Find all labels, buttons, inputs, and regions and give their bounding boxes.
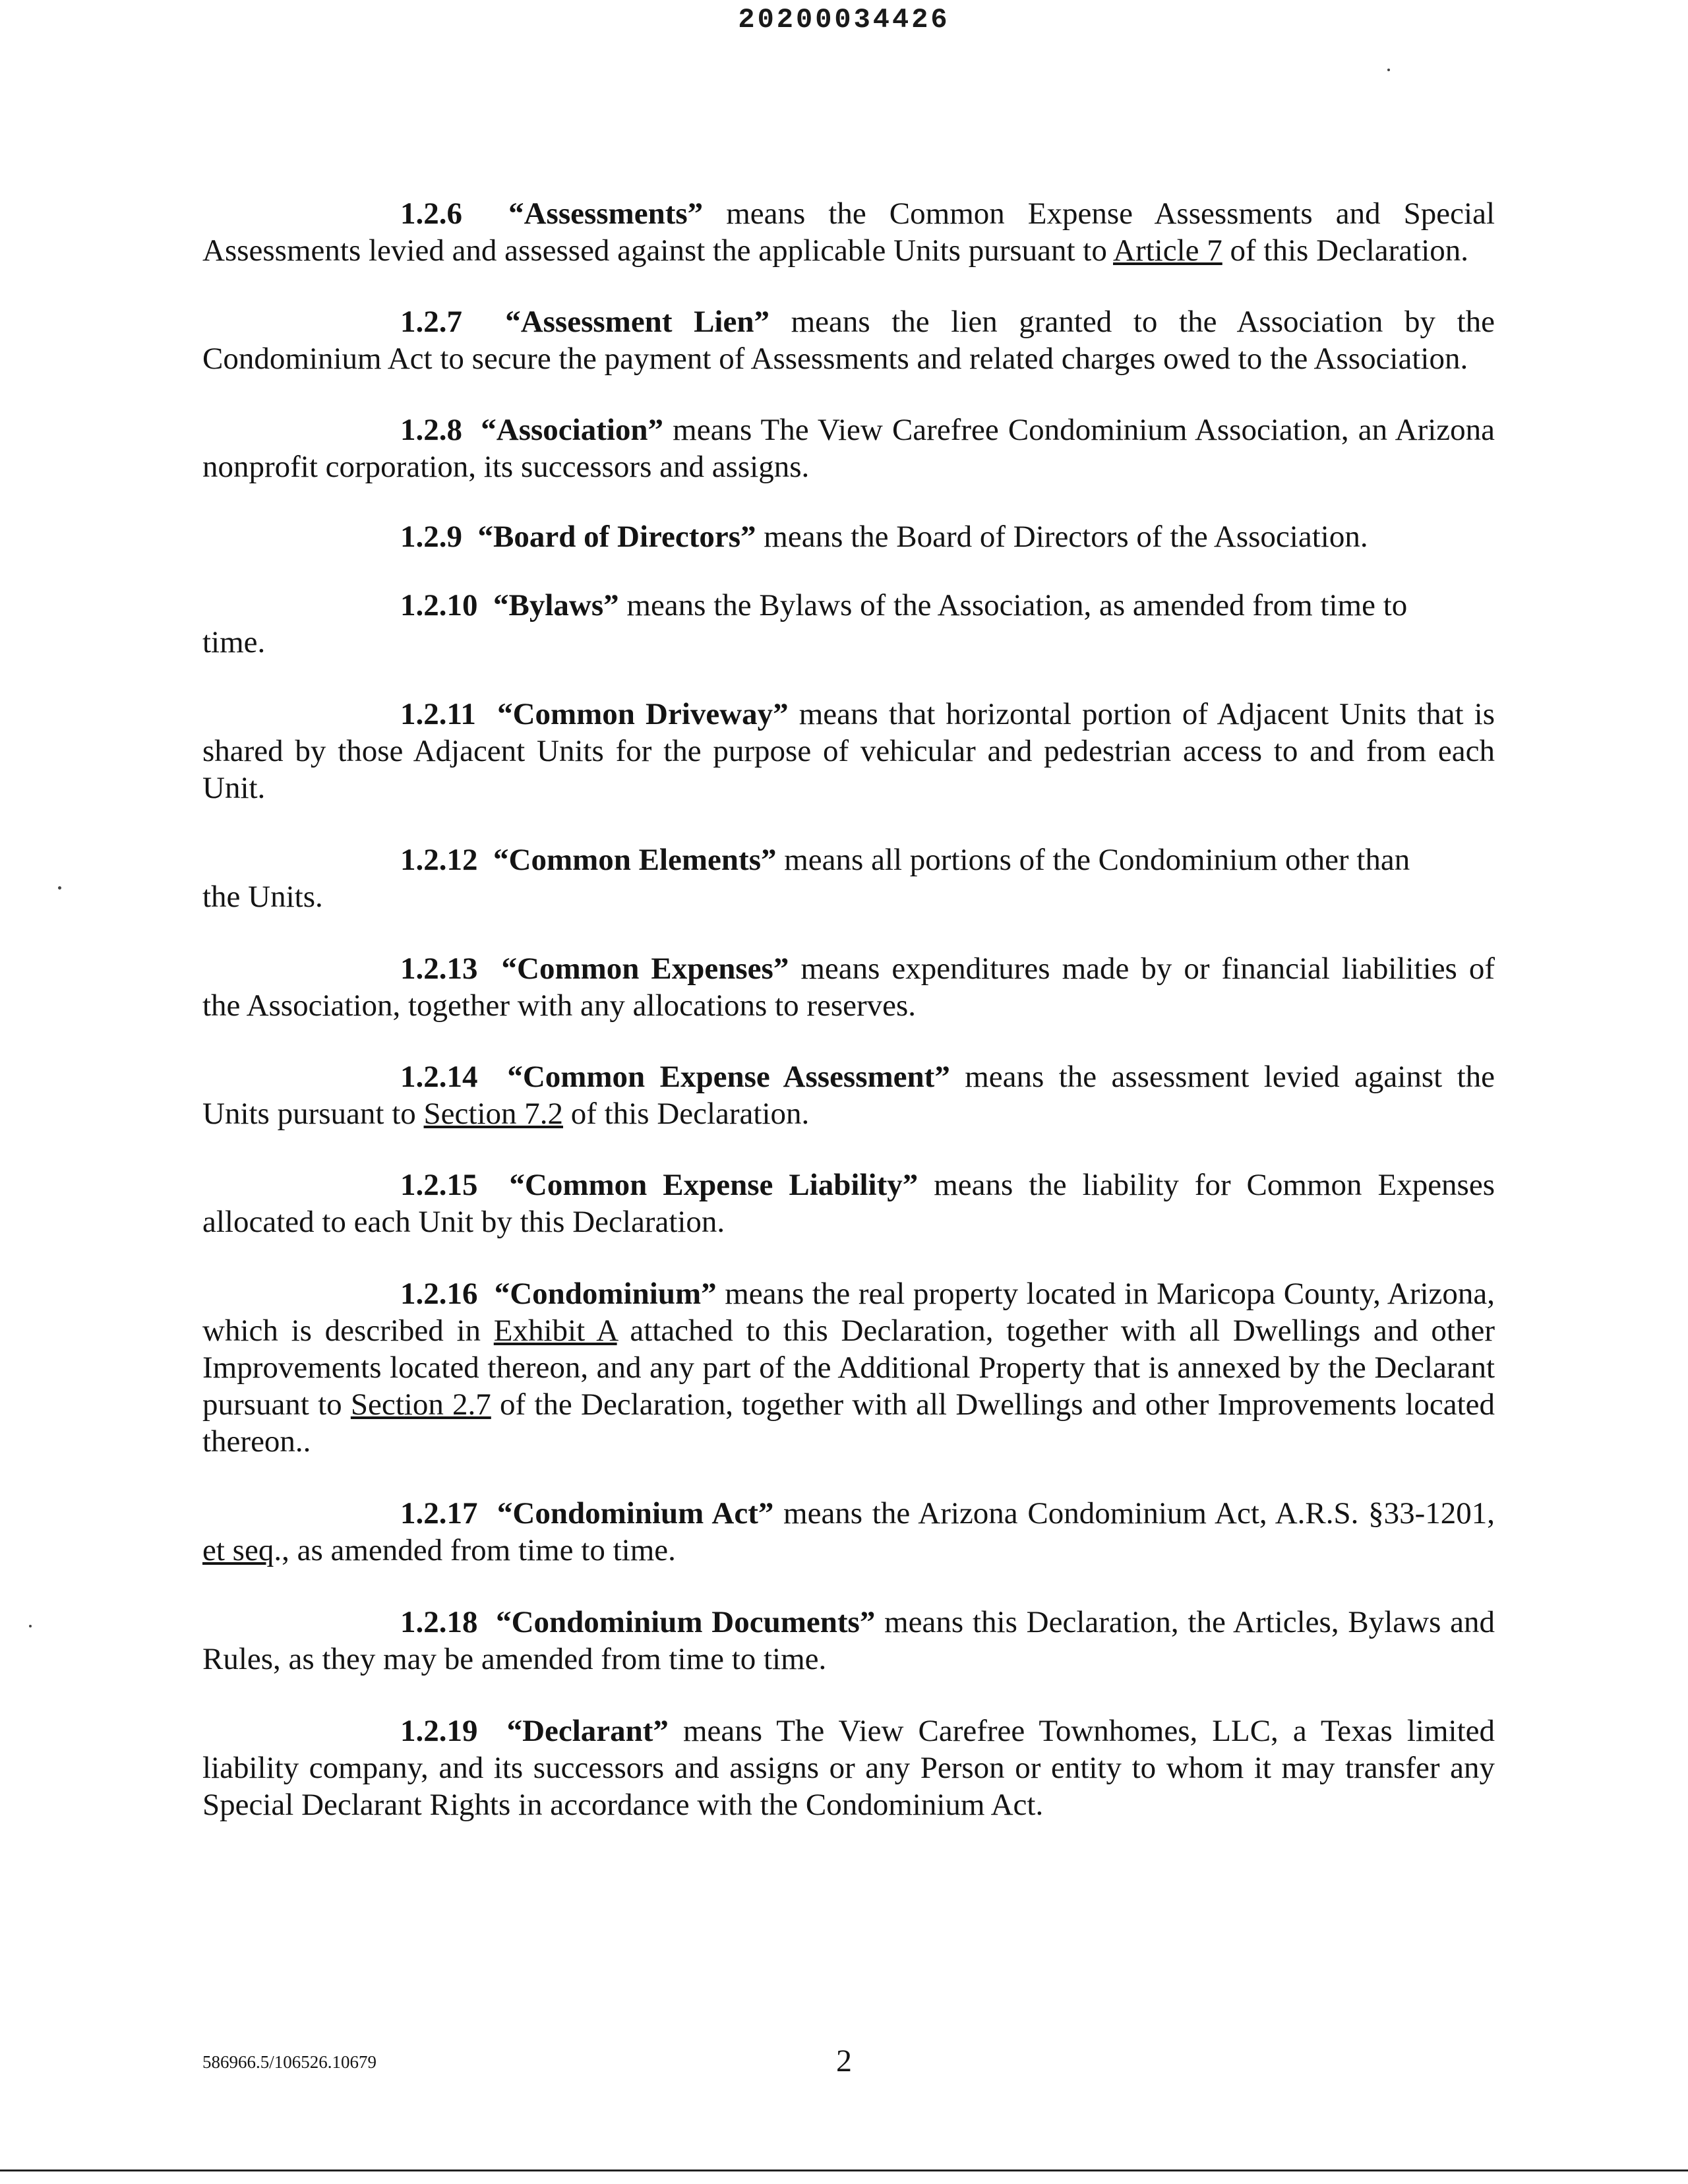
page-number: 2 — [836, 2044, 852, 2078]
cross-reference-link[interactable]: Exhibit A — [493, 1314, 617, 1348]
cross-reference-link: et seq — [202, 1533, 274, 1567]
definition-number: 1.2.16 — [400, 1277, 478, 1311]
definition-number: 1.2.18 — [400, 1605, 478, 1639]
definition-number: 1.2.14 — [400, 1060, 478, 1094]
definition-term: “Assessment Lien” — [505, 305, 769, 339]
definition-number: 1.2.9 — [400, 520, 462, 554]
definition-term: “Common Expenses” — [501, 952, 789, 986]
footer-document-id: 586966.5/106526.10679 — [202, 2052, 377, 2072]
cross-reference-link[interactable]: Article 7 — [1113, 233, 1222, 268]
scan-speck — [58, 886, 61, 890]
definition-text: ., as amended from time to time. — [274, 1533, 676, 1567]
definition-text: means The View Carefree Condominium Association, an Arizona nonprofit corporation, its successors and assigns. — [202, 413, 1495, 484]
cross-reference-link[interactable]: Section 7.2 — [423, 1097, 564, 1131]
definition-text: means this Declaration, the Articles, Bylaws and Rules, as they may be amended from time to time. — [202, 1605, 1495, 1676]
definition-number: 1.2.7 — [400, 305, 462, 339]
definition-number: 1.2.8 — [400, 413, 462, 447]
definition-text: means the liability for Common Expenses allocated to each Unit by this Declaration. — [202, 1168, 1495, 1239]
definition-text: means the Bylaws of the Association, as amended from time to — [618, 588, 1408, 622]
definition-text: means the Common Expense Assessments and Special Assessments levied and assessed against the applicable Units pursuant to — [202, 197, 1495, 268]
definition-term: “Association” — [481, 413, 664, 447]
definition-continuation: the Units. — [202, 880, 323, 914]
definition-text: means that horizontal portion of Adjacent Units that is shared by those Adjacent Units for the purpose of vehicular and pedestrian access to and from each Unit. — [202, 697, 1495, 805]
definition-number: 1.2.11 — [400, 697, 476, 731]
definition-1-2-14 — [202, 1058, 1495, 1132]
definition-term: “Common Elements” — [493, 843, 777, 877]
definition-text: of this Declaration. — [563, 1097, 810, 1131]
definition-number: 1.2.15 — [400, 1168, 478, 1202]
definition-text: means the Board of Directors of the Association. — [756, 520, 1368, 554]
scan-bottom-edge — [0, 2169, 1688, 2171]
definition-text: means all portions of the Condominium other than — [776, 843, 1410, 877]
definition-text: of the Declaration, together with all Dwellings and other Improvements located thereon.. — [202, 1387, 1495, 1459]
recording-number: 20200034426 — [738, 4, 950, 36]
definition-1-2-8 — [202, 411, 1495, 485]
definition-term: “Condominium” — [494, 1277, 717, 1311]
definition-1-2-9 — [202, 518, 1495, 555]
definition-1-2-10 — [202, 587, 1495, 661]
definition-text: means the assessment levied against the Units pursuant to — [202, 1060, 1495, 1131]
definition-term: “Bylaws” — [493, 588, 619, 622]
definition-number: 1.2.19 — [400, 1714, 478, 1748]
definition-1-2-12 — [202, 841, 1495, 915]
definition-text: means the Arizona Condominium Act, A.R.S. §33-1201, — [773, 1496, 1495, 1531]
definition-number: 1.2.12 — [400, 843, 478, 877]
definition-1-2-11 — [202, 696, 1495, 806]
definition-text: attached to this Declaration, together with all Dwellings and other Improvements located thereon, and any part of the Additional Property that is annexed by the Declarant pursuant to — [202, 1314, 1495, 1422]
definitions-body — [202, 195, 1495, 1823]
definition-1-2-17 — [202, 1495, 1495, 1569]
definition-text: means the real property located in Maricopa County, Arizona, which is described in — [202, 1277, 1495, 1348]
definition-term: “Condominium Act” — [497, 1496, 774, 1531]
definition-continuation: time. — [202, 625, 266, 659]
definition-text: means expenditures made by or financial liabilities of the Association, together with any allocations to reserves. — [202, 952, 1495, 1023]
definition-text: means the lien granted to the Association by the Condominium Act to secure the payment of Assessments and related charges owed to the Association. — [202, 305, 1495, 376]
scan-speck — [1387, 69, 1390, 71]
definition-1-2-16 — [202, 1275, 1495, 1460]
definition-text: of this Declaration. — [1222, 233, 1469, 268]
definition-1-2-13 — [202, 950, 1495, 1024]
definition-1-2-18 — [202, 1604, 1495, 1678]
definition-1-2-6 — [202, 195, 1495, 269]
definition-term: “Assessments” — [508, 197, 704, 231]
cross-reference-link[interactable]: Section 2.7 — [350, 1387, 491, 1422]
definition-number: 1.2.6 — [400, 197, 462, 231]
scan-speck — [29, 1625, 32, 1627]
definition-term: “Common Expense Assessment” — [507, 1060, 950, 1094]
definition-term: “Board of Directors” — [477, 520, 756, 554]
definition-1-2-15 — [202, 1167, 1495, 1240]
definition-term: “Condominium Documents” — [496, 1605, 876, 1639]
definition-term: “Common Driveway” — [497, 697, 789, 731]
definition-number: 1.2.10 — [400, 588, 478, 622]
definition-number: 1.2.13 — [400, 952, 478, 986]
definition-text: means The View Carefree Townhomes, LLC, a Texas limited liability company, and its successors and assigns or any Person or entity to whom it may transfer any Special Declarant Rights in accordance with the Condominium Act. — [202, 1714, 1495, 1822]
definition-1-2-19 — [202, 1713, 1495, 1823]
definition-term: “Common Expense Liability” — [509, 1168, 919, 1202]
definition-term: “Declarant” — [506, 1714, 669, 1748]
definition-number: 1.2.17 — [400, 1496, 478, 1531]
definition-1-2-7 — [202, 303, 1495, 377]
